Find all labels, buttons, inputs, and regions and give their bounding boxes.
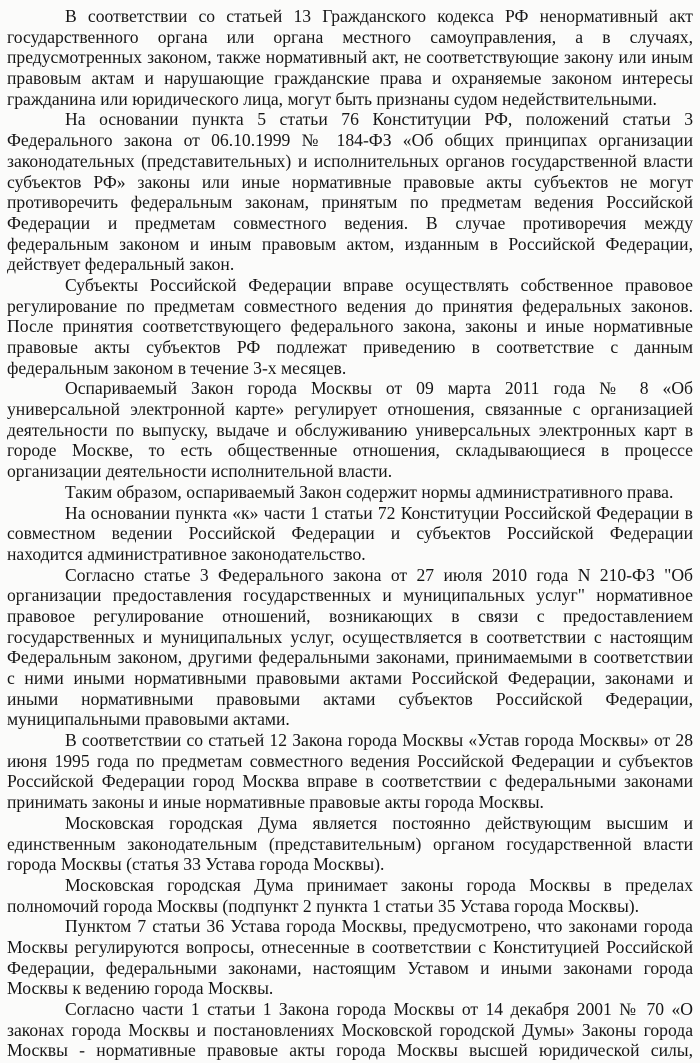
- text-line: находится административное законодательство.: [7, 543, 366, 564]
- text-line: предусмотренных законом, также нормативный акт, не соответствующие закону или иным: [7, 47, 693, 68]
- text-line: правовые акты субъектов РФ подлежат приведению в соответствие с данным: [7, 337, 693, 357]
- text-line: Московская городская Дума является постоянно действующим высшим и: [65, 812, 693, 833]
- text-line: государственных и муниципальных услуг, осуществляется в соответствии с настоящим: [7, 626, 693, 647]
- text-line: Пунктом 7 статьи 36 Устава города Москвы, предусмотрено, что законами города: [65, 916, 693, 937]
- text-line: Московская городская Дума принимает законы города Москвы в пределах: [65, 874, 693, 895]
- paragraph: [7, 6, 693, 109]
- text-line: В соответствии со статьей 12 Закона города Москвы «Устав города Москвы» от 28: [65, 730, 693, 751]
- paragraph: [7, 482, 693, 503]
- text-line: противоречить федеральным законам, принятым по предметам ведения Российской: [7, 192, 693, 213]
- text-line: организации деятельности исполнительной власти.: [7, 461, 393, 482]
- paragraph: [7, 378, 693, 481]
- text-line: Федерации, федеральными законами, настоящим Уставом и иными законами города: [7, 957, 693, 978]
- paragraph: [7, 875, 693, 916]
- text-line: гражданина или юридического лица, могут быть признаны судом недействительными.: [7, 88, 657, 109]
- text-line: Согласно части 1 статьи 1 Закона города Москвы от 14 декабря 2001 № 70 «О: [65, 999, 693, 1019]
- text-line: федеральным законом и иным правовым актом, изданным в Российской Федерации,: [7, 233, 693, 254]
- text-line: регулирование по предметам совместного ведения до принятия федеральных законов.: [7, 295, 693, 316]
- text-line: действует федеральный закон.: [7, 254, 235, 275]
- text-line: Федерации и предметам совместного ведения. В случае противоречия между: [7, 212, 693, 233]
- paragraph: [7, 109, 693, 275]
- text-line: Таким образом, оспариваемый Закон содержит нормы административного права.: [65, 481, 674, 502]
- text-line: Согласно статье 3 Федерального закона от 27 июля 2010 года N 210-ФЗ "Об: [65, 564, 693, 585]
- text-line: единственным законодательным (представительным) органом государственной власти: [7, 833, 693, 854]
- paragraph: [7, 730, 693, 813]
- text-line: Субъекты Российской Федерации вправе осуществлять собственное правовое: [65, 274, 693, 295]
- text-line: Москвы к ведению города Москвы.: [7, 978, 274, 999]
- text-line: муниципальными правовыми актами.: [7, 709, 290, 730]
- text-line: На основании пункта «к» части 1 статьи 72 Конституции Российской Федерации в: [65, 502, 693, 523]
- text-line: правовое регулирование отношений, возникающих в связи с предоставлением: [7, 605, 693, 626]
- paragraph: [7, 565, 693, 731]
- text-line: иными нормативными правовыми актами субъектов Российской Федерации,: [7, 688, 693, 709]
- text-line: совместном ведении Российской Федерации и субъектов Российской Федерации: [7, 523, 693, 544]
- paragraph: [7, 813, 693, 875]
- text-line: правовым актам и нарушающие гражданские права и охраняемые законом интересы: [7, 68, 693, 89]
- text-line: федеральным законом в течение 3-х месяцев.: [7, 357, 347, 378]
- text-line: Федеральным законом, другими федеральными законами, принимаемыми в соответствии: [7, 647, 693, 668]
- text-line: принимать законы и иные нормативные правовые акты города Москвы.: [7, 792, 544, 813]
- text-line: субъектов РФ» законы или иные нормативные правовые акты субъектов не могут: [7, 171, 693, 192]
- paragraph: [7, 999, 693, 1061]
- text-line: полномочий города Москвы (подпункт 2 пункта 1 статьи 35 Устава города Москвы).: [7, 895, 640, 916]
- text-line: города Москвы (статья 33 Устава города Москвы).: [7, 854, 385, 875]
- paragraph: [7, 916, 693, 999]
- text-line: организации предоставления государственных и муниципальных услуг" нормативное: [7, 585, 693, 606]
- text-line: На основании пункта 5 статьи 76 Конституции РФ, положений статьи 3: [65, 109, 693, 130]
- text-line: городе Москве, то есть общественные отношения, складывающиеся в процессе: [7, 440, 693, 461]
- text-line: государственного органа или органа местного самоуправления, а в случаях,: [7, 26, 693, 47]
- text-line: июня 1995 года по предметам совместного ведения Российской Федерации и субъектов: [7, 750, 693, 771]
- text-line: законах города Москвы и постановлениях Московской городской Думы» Законы города: [7, 1019, 693, 1040]
- text-line: Москвы - нормативные правовые акты города Москвы высшей юридической силы,: [7, 1040, 693, 1061]
- text-line: В соответствии со статьей 13 Гражданского кодекса РФ ненормативный акт: [65, 6, 693, 26]
- paragraph: [7, 503, 693, 565]
- text-line: универсальной электронной карте» регулирует отношения, связанные с организацией: [7, 399, 693, 420]
- text-line: законодательных (представительных) и исполнительных органов государственной власти: [7, 150, 693, 171]
- text-line: После принятия соответствующего федерального закона, законы и иные нормативные: [7, 316, 693, 337]
- text-line: Оспариваемый Закон города Москвы от 09 марта 2011 года № 8 «Об: [65, 378, 693, 399]
- paragraph: [7, 275, 693, 378]
- text-line: с ними иными нормативными правовыми актами Российской Федерации, законами и: [7, 668, 693, 688]
- text-line: Федерального закона от 06.10.1999 № 184-ФЗ «Об общих принципах организации: [7, 130, 693, 151]
- text-line: Российской Федерации город Москва вправе в соответствии с федеральными законами: [7, 771, 693, 792]
- text-line: Москвы регулируются вопросы, отнесенные в соответствии с Конституцией Российской: [7, 936, 693, 957]
- text-line: деятельности по выпуску, выдаче и обслуживанию универсальных электронных карт в: [7, 419, 693, 440]
